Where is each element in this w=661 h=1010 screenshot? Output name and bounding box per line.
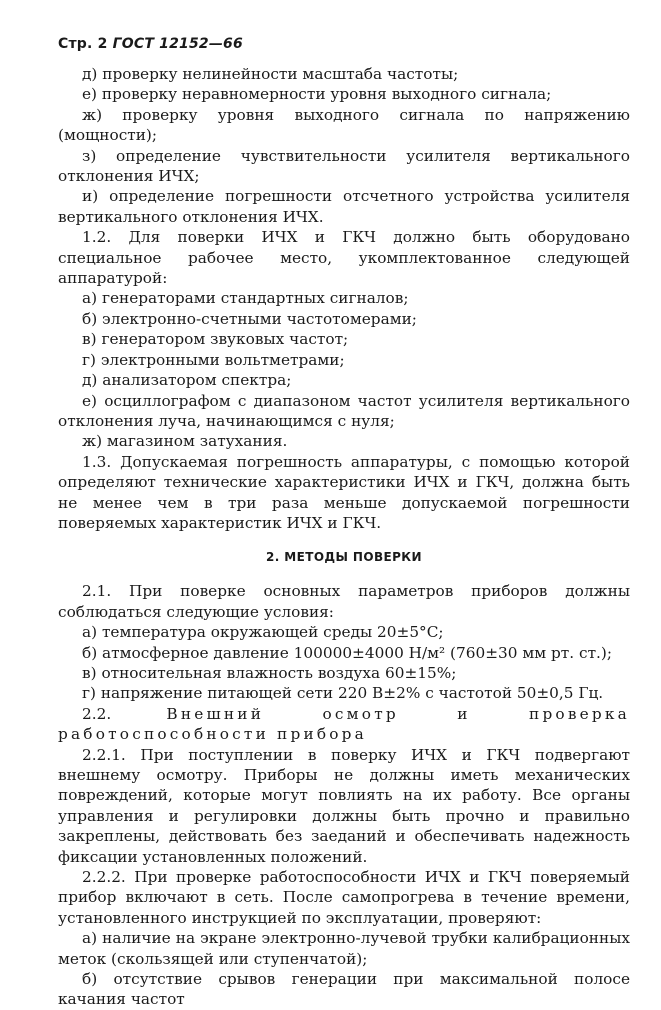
equipment-item-e: е) осциллографом с диапазоном частот усилителя вертикального отклонения луча, начинающимся с нуля; [58, 391, 630, 430]
paragraph-1-3: 1.3. Допускаемая погрешность аппаратуры, с помощью которой определяют технические характеристики ИЧХ и ГКЧ, должна быть не менее чем в три раза меньше допускаемой погрешности поверяемых характеристик ИЧХ и ГКЧ. [58, 452, 630, 532]
list-item-z: з) определение чувствительности усилителя вертикального отклонения ИЧХ; [58, 146, 630, 186]
paragraph-2-2-2: 2.2.2. При проверке работоспособности ИЧХ и ГКЧ поверяемый прибор включают в сеть. После самопрогрева в течение времени, установленного инструкцией по эксплуатации, проверяют: [58, 868, 630, 927]
condition-item-g: г) напряжение питающей сети 220 В±2% с частотой 50±0,5 Гц. [82, 684, 604, 703]
paragraph-2-1: 2.1. При поверке основных параметров приборов должны соблюдаться следующие условия: [58, 582, 630, 621]
check-item-b: б) отсутствие срывов генерации при максимальной полосе качания частот [58, 970, 630, 1009]
document-body [58, 64, 630, 1010]
condition-item-b: б) атмосферное давление 100000±4000 Н/м² (760±30 мм рт. ст.); [82, 643, 613, 662]
equipment-item-d: д) анализатором спектра; [82, 371, 292, 390]
page-header [58, 36, 243, 52]
condition-item-a: а) температура окружающей среды 20±5°С; [82, 623, 444, 642]
paragraph-2-2 [58, 704, 630, 745]
equipment-item-g: г) электронными вольтметрами; [82, 350, 345, 369]
equipment-item-a: а) генераторами стандартных сигналов; [82, 289, 409, 308]
paragraph-2-2-1: 2.2.1. При поступлении в поверку ИЧХ и ГКЧ подвергают внешнему осмотру. Приборы не должны иметь механических повреждений, которые могут повлиять на их работу. Все органы управления и регулировки должны быть прочно и правильно закреплены, действовать без заеданий и обеспечивать надежность фиксации установленных положений. [58, 745, 630, 866]
paragraph-2-2-title: Внешний осмотр и проверка работоспособности прибора [58, 704, 630, 744]
equipment-item-b: б) электронно-счетными частотомерами; [82, 309, 417, 328]
equipment-item-v: в) генератором звуковых частот; [82, 330, 349, 349]
condition-item-v: в) относительная влажность воздуха 60±15%; [82, 663, 457, 682]
list-item-e: е) проверку неравномерности уровня выходного сигнала; [82, 85, 552, 104]
list-item-i: и) определение погрешности отсчетного устройства усилителя вертикального отклонения ИЧХ. [58, 187, 630, 226]
paragraph-1-2: 1.2. Для поверки ИЧХ и ГКЧ должно быть оборудовано специальное рабочее место, укомплектованное следующей аппаратурой: [58, 228, 630, 288]
section-2-heading: 2. МЕТОДЫ ПОВЕРКИ [266, 550, 422, 565]
list-item-zh: ж) проверку уровня выходного сигнала по напряжению (мощности); [58, 105, 630, 145]
list-item-d: д) проверку нелинейности масштаба частоты; [82, 65, 459, 83]
gost-number: ГОСТ 12152—66 [112, 36, 243, 52]
page-number: Стр. 2 [58, 36, 108, 52]
equipment-item-zh: ж) магазином затухания. [82, 432, 288, 451]
paragraph-2-2-number: 2.2. [82, 704, 112, 723]
check-item-a: а) наличие на экране электронно-лучевой трубки калибрационных меток (скользящей или ступенчатой); [58, 929, 630, 968]
